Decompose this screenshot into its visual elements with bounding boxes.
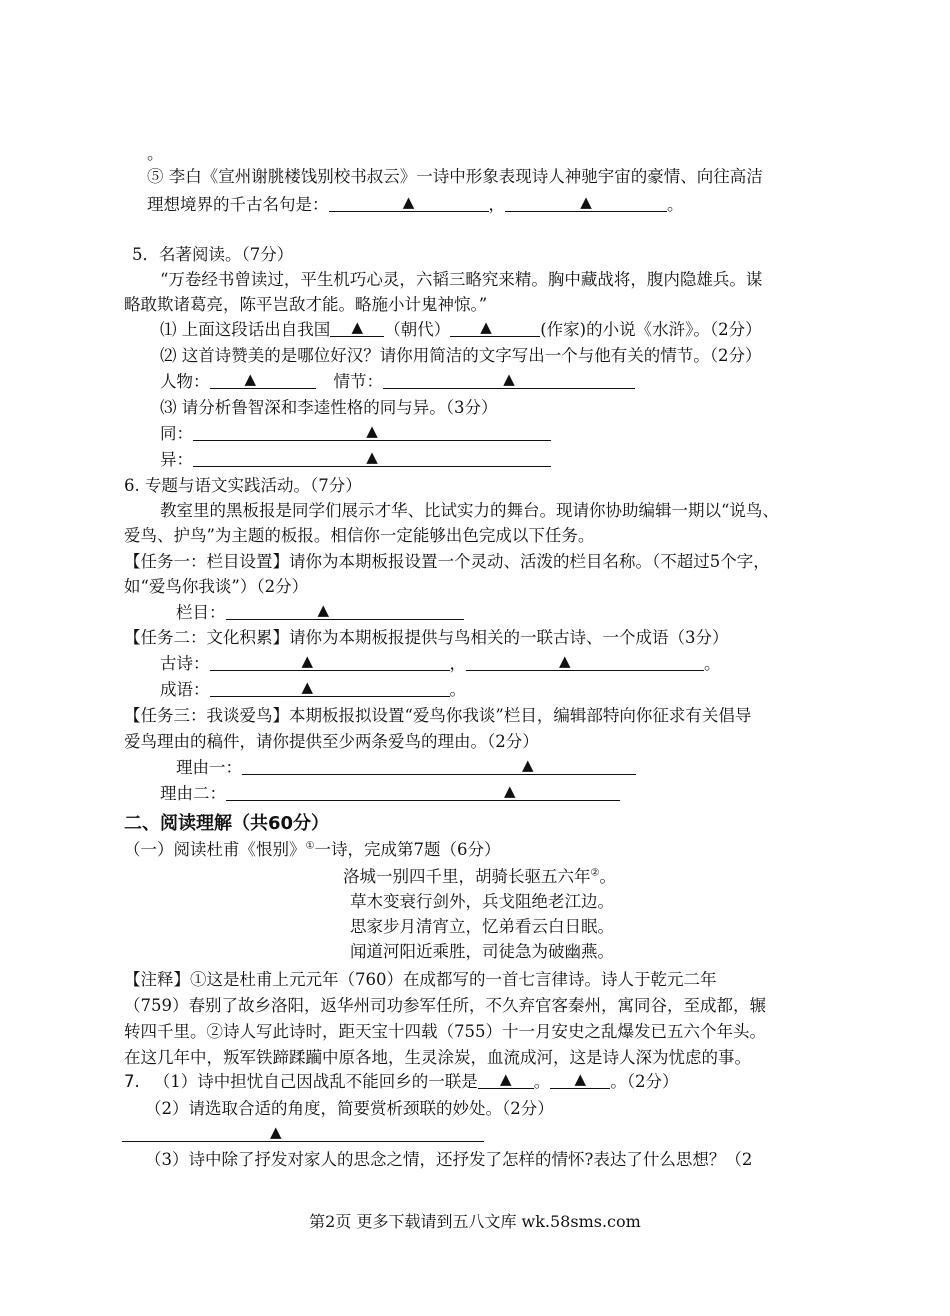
q4-5-line1: ⑤ 李白《宣州谢朓楼饯别校书叔云》一诗中形象表现诗人神驰宇宙的豪情、向往高洁 — [147, 167, 763, 186]
q6-intro-2: 爱鸟、护鸟”为主题的板报。相信你一定能够出色完成以下任务。 — [124, 526, 595, 545]
column-blank[interactable] — [226, 601, 464, 620]
q5-same: 同： ▲ — [160, 422, 551, 446]
dynasty-blank[interactable] — [330, 318, 384, 337]
q7-part2-answer — [122, 1123, 484, 1147]
triangle-icon: ▲ — [559, 652, 571, 670]
same-blank[interactable] — [193, 422, 551, 441]
q5-part1: ⑴ 上面这段话出自我国 ▲ （朝代） ▲ (作家)的小说《水浒》。（2分） — [160, 318, 762, 339]
section-heading: 二、阅读理解（共60分） — [124, 813, 330, 834]
q6-task1-2: 如“爱鸟你我谈”）（2分） — [124, 577, 309, 596]
q7-part3: （3）诗中除了抒发对家人的思念之情，还抒发了怎样的情怀?表达了什么思想？（2 — [145, 1150, 753, 1169]
person-blank[interactable] — [210, 370, 316, 389]
poem-line-1: 洛城一别四千里，胡骑长驱五六年②。 — [343, 867, 616, 886]
triangle-icon: ▲ — [574, 1070, 587, 1088]
triangle-icon: ▲ — [301, 652, 314, 670]
q6-reason1: 理由一： ▲ — [176, 756, 636, 780]
triangle-icon: ▲ — [580, 193, 592, 211]
q7-part1: 7. （1）诗中担忧自己因战乱不能回乡的一联是 ▲ 。 ▲ 。（2分） — [124, 1070, 679, 1091]
note-line-2: （759）春别了故乡洛阳，返华州司功参军任所，不久弃官客秦州，寓同谷，至成都，辗 — [124, 996, 766, 1015]
q6-title: 6. 专题与语文实践活动。（7分） — [124, 476, 362, 495]
plot-blank[interactable] — [383, 370, 635, 389]
diff-blank[interactable] — [193, 448, 551, 467]
triangle-icon: ▲ — [301, 678, 314, 696]
poem-blank[interactable] — [210, 652, 450, 671]
idiom-blank[interactable] — [210, 678, 450, 697]
triangle-icon: ▲ — [351, 318, 364, 336]
triangle-icon: ▲ — [503, 370, 515, 388]
page-footer: 第2页 更多下载请到五八文库 wk.58sms.com — [309, 1212, 641, 1231]
stray-period: 。 — [147, 144, 164, 163]
q6-idiom: 成语： ▲ 。 — [160, 678, 466, 699]
poem-line-3: 思家步月清宵立，忆弟看云白日眠。 — [350, 917, 614, 936]
q5-part3: ⑶ 请分析鲁智深和李逵性格的同与异。（3分） — [160, 398, 498, 417]
answer-blank[interactable] — [329, 193, 489, 212]
triangle-icon: ▲ — [480, 318, 492, 336]
poem-line-4: 闻道河阳近乘胜，司徒急为破幽燕。 — [350, 942, 614, 961]
q6-task3-1: 【任务三：我谈爱鸟】本期板报拟设置“爱鸟你我谈”栏目，编辑部特向你征求有关倡导 — [124, 706, 752, 725]
q6-reason2: 理由二： ▲ — [160, 782, 620, 806]
q6-column: 栏目： ▲ — [176, 601, 464, 625]
q5-quote-2: 略敢欺诸葛亮，陈平岂敌才能。略施小计鬼神惊。” — [124, 295, 488, 314]
poem-blank[interactable] — [466, 652, 704, 671]
triangle-icon: ▲ — [522, 756, 534, 774]
triangle-icon: ▲ — [402, 193, 415, 211]
reason2-blank[interactable] — [226, 782, 620, 801]
triangle-icon: ▲ — [504, 782, 516, 800]
q6-task2: 【任务二：文化积累】请你为本期板报提供与鸟相关的一联古诗、一个成语（3分） — [124, 628, 729, 647]
triangle-icon: ▲ — [244, 370, 257, 388]
triangle-icon: ▲ — [270, 1123, 282, 1141]
poem-line-2: 草木变衰行剑外，兵戈阻绝老江边。 — [350, 892, 614, 911]
q6-task3-2: 爱鸟理由的稿件，请你提供至少两条爱鸟的理由。（2分） — [124, 732, 539, 751]
q5-part2: ⑵ 这首诗赞美的是哪位好汉？请你用简洁的文字写出一个与他有关的情节。（2分） — [160, 346, 762, 365]
triangle-icon: ▲ — [317, 601, 330, 619]
reading-intro: （一）阅读杜甫《恨别》①一诗，完成第7题（6分） — [124, 840, 501, 859]
triangle-icon: ▲ — [366, 422, 378, 440]
author-blank[interactable] — [450, 318, 540, 337]
couplet-blank[interactable] — [478, 1070, 534, 1089]
note-line-4: 在这几年中，叛军铁蹄蹂躏中原各地，生灵涂炭，血流成河，这是诗人深为忧虑的事。 — [124, 1048, 751, 1067]
q5-title: 5．名著阅读。（7分） — [132, 245, 294, 264]
note-line-1: 【注释】①这是杜甫上元元年（760）在成都写的一首七言律诗。诗人于乾元二年 — [124, 970, 717, 989]
q7-part2: （2）请选取合适的角度，简要赏析颈联的妙处。（2分） — [145, 1099, 554, 1118]
reason1-blank[interactable] — [242, 756, 636, 775]
couplet-blank[interactable] — [550, 1070, 610, 1089]
note-line-3: 转四千里。②诗人写此诗时，距天宝十四载（755）十一月安史之乱爆发已五六个年头。 — [124, 1022, 766, 1041]
q6-poem: 古诗： ▲ ， ▲ 。 — [160, 652, 721, 673]
q6-intro-1: 教室里的黑板报是同学们展示才华、比试实力的舞台。现请你协助编辑一期以“说鸟、 — [160, 501, 779, 520]
triangle-icon: ▲ — [499, 1070, 512, 1088]
q5-quote-1: “万卷经书曾读过，平生机巧心灵，六韬三略究来精。胸中藏战将，腹内隐雄兵。谋 — [160, 270, 763, 289]
answer-blank[interactable] — [505, 193, 667, 212]
q5-person-plot: 人物： ▲ 情节： ▲ — [160, 370, 635, 394]
q6-task1-1: 【任务一：栏目设置】请你为本期板报设置一个灵动、活泼的栏目名称。（不超过5个字， — [124, 552, 770, 571]
triangle-icon: ▲ — [366, 448, 378, 466]
appreciation-blank[interactable] — [122, 1123, 484, 1142]
q4-5-line2: 理想境界的千古名句是： ▲ ， ▲ 。 — [147, 193, 684, 214]
q5-diff: 异： ▲ — [160, 448, 551, 472]
